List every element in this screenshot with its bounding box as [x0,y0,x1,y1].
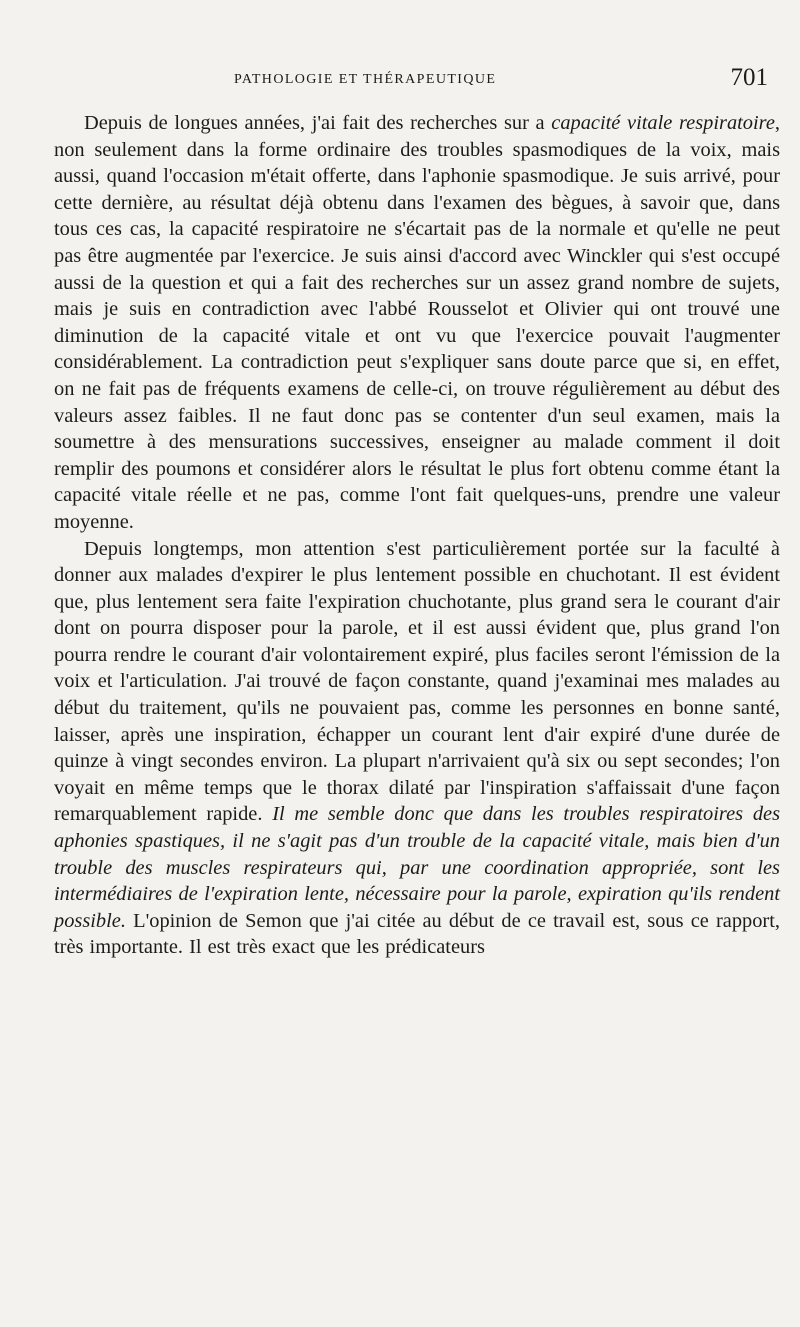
paragraph-1-italic: capacité vitale respiratoire [551,112,775,134]
running-head [54,64,778,92]
paragraph-1 [54,110,780,536]
running-title: PATHOLOGIE ET THÉRAPEUTIQUE [234,72,497,87]
paragraph-1-part-3: , non seulement dans la forme ordinaire des troubles spasmodiques de la voix, mais aussi, quand l'occasion m'était offerte, dans l'aphonie spasmodique. Je suis arrivé, pour cette dernière, au résultat déjà obtenu dans l'examen des bègues, à savoir que, dans tous ces cas, la capacité respiratoire ne s'écartait pas de la normale et qu'elle ne peut pas être augmentée par l'exercice. Je suis ainsi d'accord avec Winckler qui s'est occupé aussi de la question et qui a fait des recherches sur un assez grand nombre de sujets, mais je suis en contradiction avec l'abbé Rousselot et Olivier qui ont trouvé une diminution de la capacité vitale et ont vu que l'exercice pouvait l'augmenter considérablement. La contradiction peut s'expliquer sans doute parce que si, en effet, on ne fait pas de fréquents examens de celle-ci, on trouve régulièrement au début des valeurs assez faibles. Il ne faut donc pas se contenter d'un seul examen, mais la soumettre à des mensurations successives, enseigner au malade comment il doit remplir des poumons et considérer alors le résultat le plus fort obtenu comme étant la capacité vitale réelle et ne pas, comme l'ont fait quelques-uns, prendre une valeur moyenne. [54,112,781,533]
paragraph-1-part-1: Depuis de longues années, j'ai fait des recherches sur a [84,112,552,134]
body-text [54,110,780,961]
paragraph-2 [54,536,780,962]
paragraph-2-italic: Il me semble donc que dans les troubles respiratoires des aphonies spastiques, il ne s'agit pas d'un trouble de la capacité vitale, mais bien d'un trouble des muscles respirateurs qui, par une coordination appropriée, sont les intermédiaires de l'expiration lente, nécessaire pour la parole, expiration qu'ils rendent possible. [54,803,781,932]
paragraph-2-part-1: Depuis longtemps, mon attention s'est particulièrement portée sur la faculté à donner aux malades d'expirer le plus lentement possible en chuchotant. Il est évident que, plus lentement sera faite l'expiration chuchotante, plus grand sera le courant d'air dont on pourra disposer pour la parole, et il est aussi évident que, plus grand l'on pourra rendre le courant d'air volontairement expiré, plus faciles seront l'émission de la voix et l'articulation. J'ai trouvé de façon constante, quand j'examinai mes malades au début du traitement, qu'ils ne pouvaient pas, comme les personnes en bonne santé, laisser, après une inspiration, échapper un courant lent d'air expiré d'une durée de quinze à vingt secondes environ. La plupart n'arrivaient qu'à six ou sept secondes; l'on voyait en même temps que le thorax dilaté par l'inspiration s'affaissait d'une façon remarquablement rapide. [54,537,780,826]
page-number: 701 [730,64,768,91]
paragraph-2-part-3: L'opinion de Semon que j'ai citée au début de ce travail est, sous ce rapport, très importante. Il est très exact que les prédicateurs [54,909,780,959]
